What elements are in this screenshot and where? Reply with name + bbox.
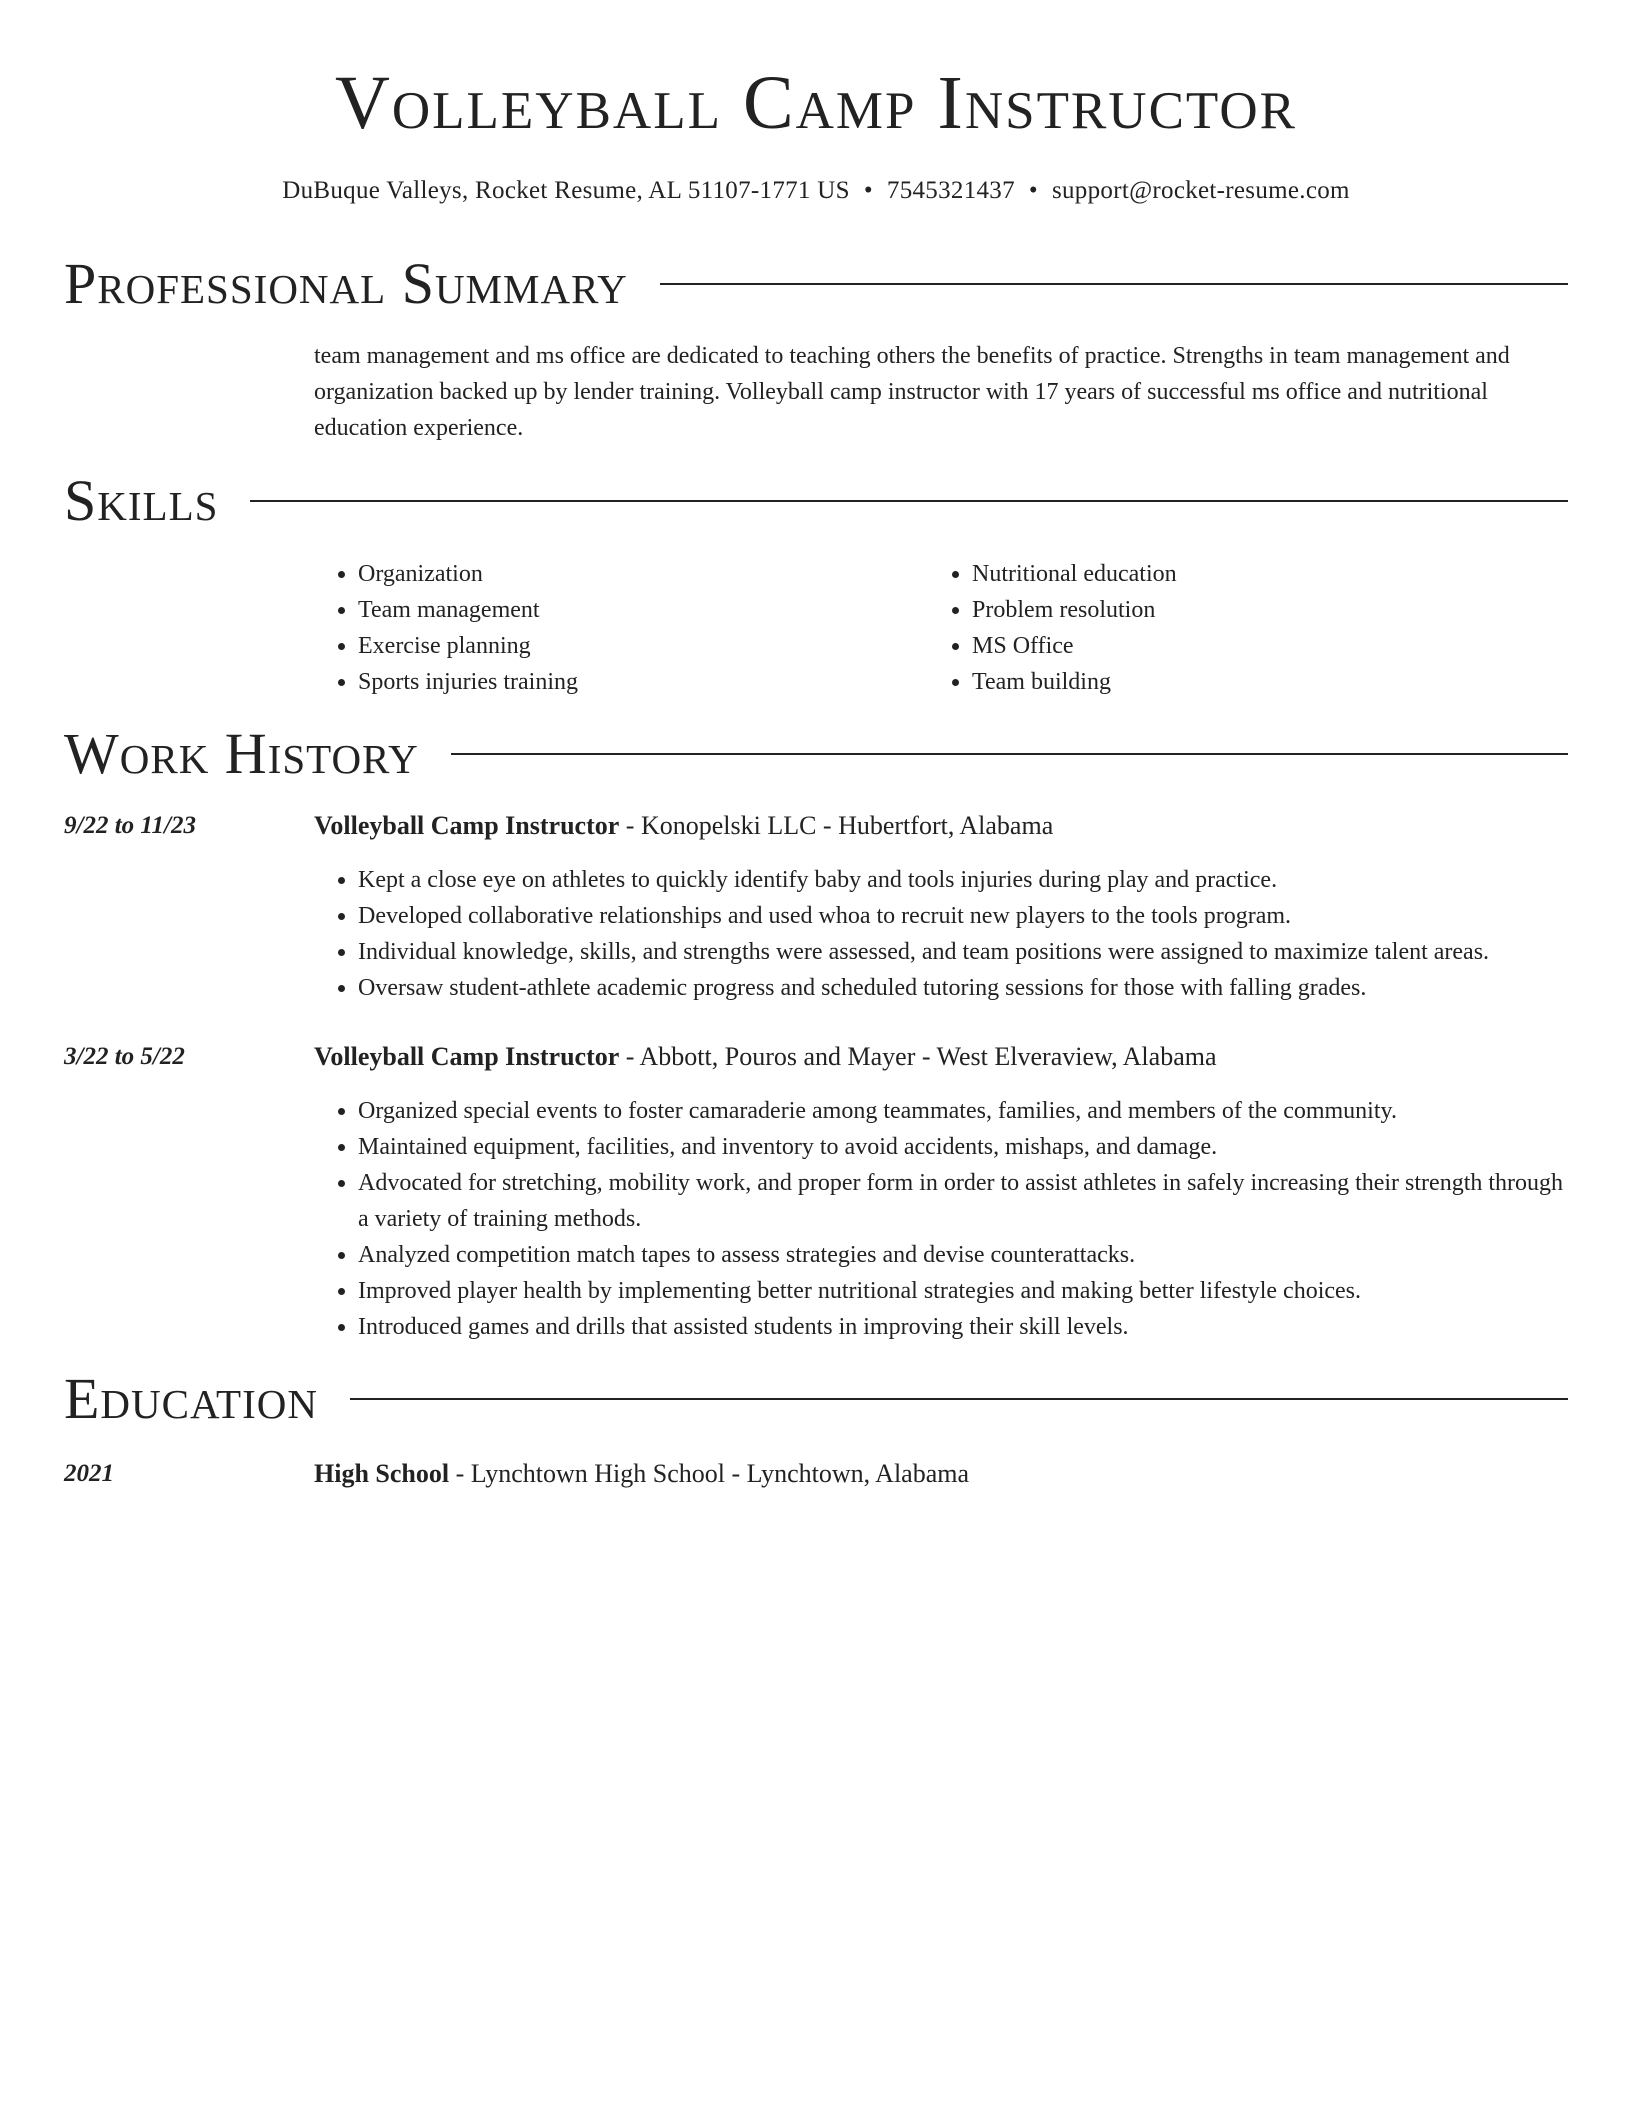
education-heading: Education bbox=[64, 1366, 318, 1431]
job-title-line bbox=[314, 1039, 1568, 1075]
skills-list-right bbox=[928, 556, 1177, 700]
job-bullet: • Oversaw student-athlete academic progress and scheduled tutoring sessions for those with falling grades. bbox=[358, 970, 1568, 1006]
work-heading: Work History bbox=[64, 721, 419, 786]
contact-email: support@rocket-resume.com bbox=[1051, 177, 1350, 204]
job-bullet: • Analyzed competition match tapes to assess strategies and devise counterattacks. bbox=[358, 1237, 1568, 1273]
resume-name: Volleyball Camp Instructor bbox=[335, 61, 1297, 145]
skill-item: • Sports injuries training bbox=[358, 664, 578, 700]
education-section-header bbox=[64, 1366, 1568, 1432]
contact-separator: • bbox=[863, 177, 873, 204]
work-section-header bbox=[64, 721, 1568, 787]
job-dates: 9/22 to 11/23 bbox=[64, 812, 196, 839]
job-bullet: • Kept a close eye on athletes to quickly identify baby and tools injuries during play and practice. bbox=[358, 862, 1568, 898]
summary-section-header bbox=[64, 251, 1568, 317]
education-details: - Lynchtown High School - Lynchtown, Alabama bbox=[449, 1459, 970, 1488]
education-degree: High School bbox=[314, 1459, 450, 1488]
skill-item: • MS Office bbox=[972, 628, 1177, 664]
skill-item: • Nutritional education bbox=[972, 556, 1177, 592]
job-bullet: • Advocated for stretching, mobility work, and proper form in order to assist athletes in safely increasing their strength through a variety of training methods. bbox=[358, 1165, 1568, 1237]
job-bullet: • Individual knowledge, skills, and strengths were assessed, and team positions were assigned to maximize talent areas. bbox=[358, 934, 1568, 970]
job-title-line bbox=[314, 808, 1568, 844]
contact-separator: • bbox=[1028, 177, 1038, 204]
skills-section-header bbox=[64, 468, 1568, 534]
education-year: 2021 bbox=[64, 1460, 114, 1487]
skills-heading: Skills bbox=[64, 468, 219, 533]
job-bullet: • Organized special events to foster camaraderie among teammates, families, and members of the community. bbox=[358, 1093, 1568, 1129]
job-dates: 3/22 to 5/22 bbox=[64, 1043, 185, 1070]
skill-item: • Exercise planning bbox=[358, 628, 578, 664]
skill-item: • Organization bbox=[358, 556, 578, 592]
contact-line bbox=[0, 174, 1632, 208]
job-bullets bbox=[314, 862, 1568, 1006]
job-bullet: • Introduced games and drills that assisted students in improving their skill levels. bbox=[358, 1309, 1568, 1345]
section-divider bbox=[350, 1398, 1568, 1400]
job-details: - Konopelski LLC - Hubertfort, Alabama bbox=[619, 811, 1054, 840]
job-bullet: • Maintained equipment, facilities, and inventory to avoid accidents, mishaps, and damage. bbox=[358, 1129, 1568, 1165]
contact-phone: 7545321437 bbox=[886, 177, 1015, 204]
job-details: - Abbott, Pouros and Mayer - West Elveraview, Alabama bbox=[619, 1042, 1217, 1071]
job-role: Volleyball Camp Instructor bbox=[314, 811, 620, 840]
contact-address: DuBuque Valleys, Rocket Resume, AL 51107-1771 US bbox=[282, 177, 850, 204]
skills-list-left bbox=[314, 556, 578, 700]
skill-item: • Team building bbox=[972, 664, 1177, 700]
skill-item: • Problem resolution bbox=[972, 592, 1177, 628]
section-divider bbox=[250, 500, 1568, 502]
education-line bbox=[314, 1456, 1568, 1492]
section-divider bbox=[660, 283, 1568, 285]
summary-heading: Professional Summary bbox=[64, 251, 628, 316]
skill-item: • Team management bbox=[358, 592, 578, 628]
section-divider bbox=[451, 753, 1568, 755]
job-bullets bbox=[314, 1093, 1568, 1345]
job-role: Volleyball Camp Instructor bbox=[314, 1042, 620, 1071]
job-bullet: • Developed collaborative relationships and used whoa to recruit new players to the tools program. bbox=[358, 898, 1568, 934]
job-bullet: • Improved player health by implementing better nutritional strategies and making better lifestyle choices. bbox=[358, 1273, 1568, 1309]
summary-text: team management and ms office are dedicated to teaching others the benefits of practice. Strengths in team management and organization backed up by lender training. Volleyball camp instructor with 17 years of successful ms office and nutritional education experience. bbox=[314, 343, 1510, 441]
